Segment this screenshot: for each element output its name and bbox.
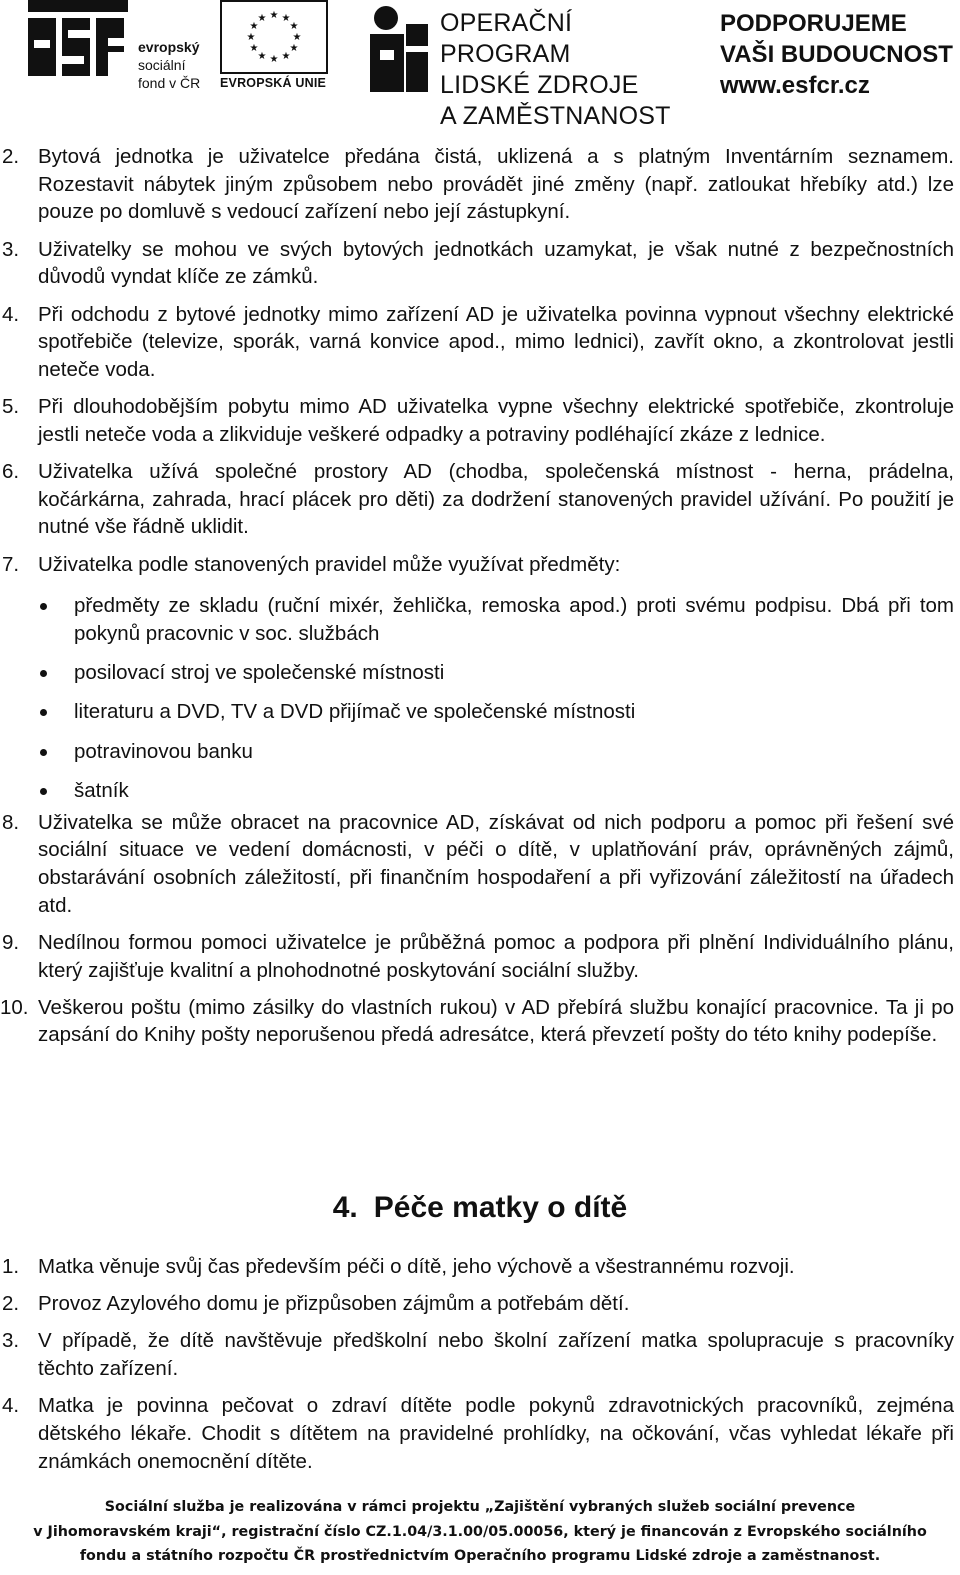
item-number: 9. <box>2 930 20 954</box>
item-number: 6. <box>2 460 20 484</box>
bullet-icon <box>40 603 47 610</box>
section-list <box>0 1253 960 1485</box>
op-logo <box>366 4 696 130</box>
bullet-list <box>0 592 960 804</box>
slogan-line1: PODPORUJEME <box>720 10 907 37</box>
bullet-icon <box>40 788 47 795</box>
list-item <box>0 551 960 579</box>
bullet-text: posilovací stroj ve společenské místnosti <box>74 661 445 685</box>
item-text: Uživatelka podle stanovených pravidel může využívat předměty: <box>38 552 621 576</box>
svg-text:★: ★ <box>281 51 291 62</box>
item-text: Matka věnuje svůj čas především péči o dítě, jeho výchově a všestrannému rozvoji. <box>38 1255 795 1278</box>
svg-text:★: ★ <box>257 51 267 62</box>
bullet-text: šatník <box>74 778 129 802</box>
item-text: Při odchodu z bytové jednotky mimo zařízení AD je uživatelka povinna vypnout všechny elektrické spotřebiče (televize, sporák, varná konvice apod., mimo lednici), zavřít okno, a zkontrolovat jestli neteče voda. <box>38 302 954 381</box>
item-number: 1. <box>2 1255 20 1278</box>
item-text: Provoz Azylového domu je přizpůsoben zájmům a potřebám dětí. <box>38 1292 630 1316</box>
svg-text:★: ★ <box>281 13 291 24</box>
bullet-item <box>0 777 960 805</box>
eu-flag-icon <box>220 0 328 74</box>
footer-line3: fondu a státního rozpočtu ČR prostřednictvím Operačního programu Lidské zdroje a zaměstnanost. <box>79 1548 881 1564</box>
footer-line1: Sociální služba je realizována v rámci projektu „Zajištění vybraných služeb sociální prevence <box>104 1499 856 1515</box>
item-text: Matka je povinna pečovat o zdraví dítěte podle pokynů zdravotnických pracovníků, zejména dětského lékaře. Chodit s dítětem na pravidelné prohlídky, na očkování, včas vyhledat lékaře při známkách onemocnění dítěte. <box>38 1394 954 1473</box>
section-title: Péče matky o dítě <box>373 1191 628 1224</box>
item-text: Veškerou poštu (mimo zásilky do vlastních rukou) v AD přebírá službu konající pracovnice. Ta ji po zapsání do Knihy pošty neporušenou předá adresátce, která převzetí pošty do této knihy podepíše. <box>38 995 954 1047</box>
list-item <box>0 458 960 541</box>
svg-text:★: ★ <box>269 10 279 21</box>
bullet-text: předměty ze skladu (ruční mixér, žehlička, remoska apod.) proti svému podpisu. Dbá při tom pokynů pracovnic v soc. službách <box>74 594 954 646</box>
list-item <box>0 143 960 226</box>
slogan-line2: VAŠI BUDOUCNOST <box>720 41 953 68</box>
section-heading <box>0 1190 960 1226</box>
item-number: 2. <box>2 1292 20 1316</box>
svg-text:★: ★ <box>289 43 299 54</box>
item-number: 3. <box>2 1329 20 1353</box>
item-number: 10. <box>0 995 29 1019</box>
item-number: 4. <box>2 1394 20 1418</box>
list-item <box>0 929 960 984</box>
bullet-item <box>0 738 960 766</box>
esf-line2: sociální <box>138 57 186 73</box>
bullet-text: literaturu a DVD, TV a DVD přijímač ve společenské místnosti <box>74 700 636 724</box>
svg-text:★: ★ <box>246 32 256 43</box>
svg-text:★: ★ <box>257 13 267 24</box>
item-number: 5. <box>2 395 20 419</box>
esf-line1: evropský <box>138 39 200 55</box>
item-number: 3. <box>2 237 20 261</box>
list-item <box>0 393 960 448</box>
svg-text:★: ★ <box>269 54 279 65</box>
list-item <box>0 1290 960 1318</box>
section-number: 4. <box>332 1191 358 1224</box>
item-text: Uživatelky se mohou ve svých bytových jednotkách uzamykat, je však nutné z bezpečnostních důvodů vyndat klíče ze zámků. <box>38 237 954 289</box>
list-item <box>0 994 960 1049</box>
footer-line2: v Jihomoravském kraji“, registrační číslo CZ.1.04/3.1.00/05.00056, který je financován z Evropského sociálního <box>33 1523 927 1540</box>
list-item <box>0 809 960 920</box>
list-item <box>0 301 960 384</box>
bullet-item <box>0 659 960 687</box>
esf-logo <box>24 0 208 96</box>
bullet-icon <box>40 749 47 756</box>
item-number: 2. <box>2 145 20 168</box>
svg-text:★: ★ <box>249 43 259 54</box>
bullet-item <box>0 698 960 726</box>
list-item <box>0 1392 960 1475</box>
op-line3: A ZAMĚSTNANOST <box>440 102 671 130</box>
item-text: Bytová jednotka je uživatelce předána čistá, uklizená a s platným Inventárním seznamem. Rozestavit nábytek jiným způsobem nebo provádět jiné změny (např. zatloukat hřebíky atd.) lze pouze po domluvě s vedoucí zařízení nebo její zástupkyní. <box>38 145 954 224</box>
bullet-item <box>0 592 960 647</box>
footer-note <box>0 1495 960 1569</box>
eu-logo <box>220 0 330 96</box>
svg-text:★: ★ <box>289 21 299 32</box>
bullet-icon <box>40 670 47 677</box>
item-number: 7. <box>2 552 20 576</box>
item-text: Uživatelka užívá společné prostory AD (chodba, společenská místnost - herna, prádelna, kočárkárna, zahrada, hrací plácek pro děti) za dodržení stanovených pravidel užívání. Po použití je nutné vše řádně uklidit. <box>38 460 954 539</box>
rules-list <box>0 143 960 1059</box>
list-item <box>0 236 960 291</box>
op-line1: OPERAČNÍ PROGRAM <box>440 9 573 68</box>
header-logos <box>0 0 960 130</box>
slogan-url[interactable]: www.esfcr.cz <box>720 72 870 99</box>
slogan <box>720 8 953 101</box>
bullet-icon <box>40 709 47 716</box>
item-number: 8. <box>2 810 20 834</box>
svg-text:★: ★ <box>249 21 259 32</box>
item-text: Uživatelka se může obracet na pracovnice AD, získávat od nich podporu a pomoc při řešení své sociální situace ve vedení domácnosti, v péči o dítě, v uplatňování práv, oprávněných zájmů, obstarávání osobních záležitostí, při finančním hospodaření a při vyřizování záležitostí na úřadech atd. <box>38 810 954 917</box>
item-text: Nedílnou formou pomoci uživatelce je průběžná pomoc a podpora při plnění Individuálního plánu, který zajišťuje kvalitní a plnohodnotné poskytování sociální služby. <box>38 930 954 982</box>
item-text: V případě, že dítě navštěvuje předškolní nebo školní zařízení matka spolupracuje s pracovníky těchto zařízení. <box>38 1329 954 1381</box>
item-number: 4. <box>2 302 20 326</box>
list-item <box>0 1253 960 1281</box>
item-text: Při dlouhodobějším pobytu mimo AD uživatelka vypne všechny elektrické spotřebiče, zkontroluje jestli neteče voda a zlikviduje veškeré odpadky a potraviny podléhající zkáze z lednice. <box>38 395 954 446</box>
op-line2: LIDSKÉ ZDROJE <box>440 71 639 99</box>
op-person-icon <box>366 4 432 96</box>
esf-line3: fond v ČR <box>138 75 201 91</box>
svg-text:★: ★ <box>292 32 302 43</box>
bullet-text: potravinovou banku <box>74 739 253 763</box>
list-item <box>0 1327 960 1382</box>
eu-label: EVROPSKÁ UNIE <box>220 76 327 90</box>
esf-mark-icon <box>24 0 134 96</box>
